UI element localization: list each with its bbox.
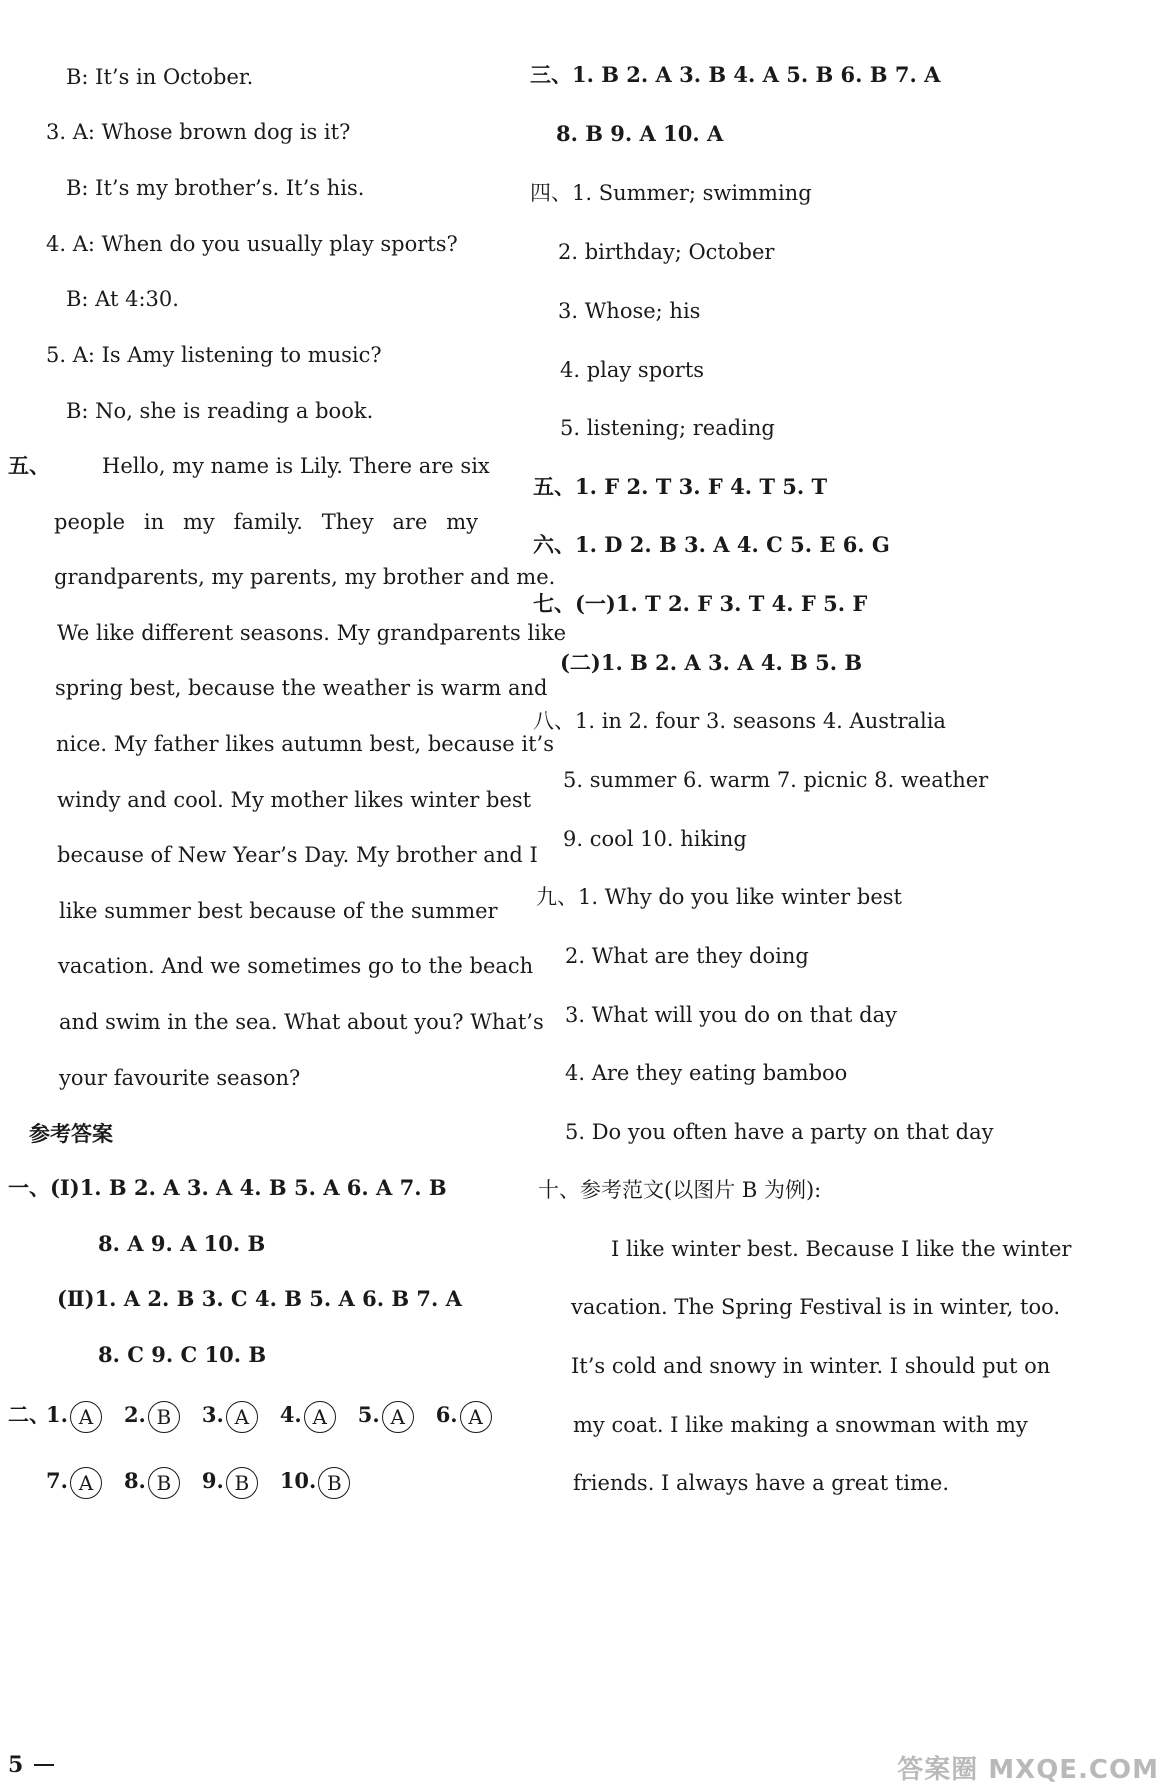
answer-row: (Ⅱ)1. A 2. B 3. C 4. B 5. A 6. B 7. A — [57, 1286, 462, 1311]
answer-row: 九、1. Why do you like winter best — [536, 885, 902, 909]
question-number: 10. — [279, 1468, 317, 1493]
circled-letter: A — [70, 1467, 102, 1499]
dialog-line: B: It’s in October. — [66, 65, 254, 89]
question-number: 9. — [201, 1468, 224, 1493]
answer-row: 4. play sports — [560, 358, 705, 382]
answer-row: 一、(Ⅰ)1. B 2. A 3. A 4. B 5. A 6. A 7. B — [8, 1175, 447, 1200]
circled-answer — [436, 1400, 492, 1433]
question-number: 3. — [201, 1402, 224, 1427]
passage-line: grandparents, my parents, my brother and me. — [54, 565, 556, 589]
question-number: 6. — [435, 1402, 458, 1427]
circled-letter: B — [148, 1467, 180, 1499]
question-number: 5. — [357, 1402, 380, 1427]
essay-line: vacation. The Spring Festival is in winter, too. — [571, 1295, 1061, 1319]
dialog-line: B: At 4:30. — [66, 287, 179, 311]
answer-row: 三、1. B 2. A 3. B 4. A 5. B 6. B 7. A — [530, 62, 941, 87]
answer-row: 5. summer 6. warm 7. picnic 8. weather — [563, 768, 989, 792]
answer-row: 8. C 9. C 10. B — [98, 1342, 267, 1367]
circled-answer — [280, 1466, 351, 1499]
circled-answer — [46, 1400, 102, 1433]
answer-row: 5. listening; reading — [560, 416, 775, 440]
passage-line: We like different seasons. My grandparents like — [57, 621, 567, 645]
question-number: 7. — [46, 1468, 68, 1493]
question-number: 4. — [279, 1402, 302, 1427]
circled-answer — [46, 1466, 102, 1499]
passage-line: your favourite season? — [59, 1066, 301, 1090]
circled-answer — [202, 1466, 258, 1499]
passage-line: spring best, because the weather is warm and — [55, 676, 548, 700]
essay-line: It’s cold and snowy in winter. I should put on — [571, 1354, 1051, 1378]
answers-title: 参考答案 — [29, 1122, 113, 1146]
essay-heading: 十、参考范文(以图片 B 为例): — [538, 1178, 822, 1202]
answer-row: 2. birthday; October — [558, 240, 775, 264]
question-number: 8. — [123, 1468, 146, 1493]
circled-answers-row — [46, 1466, 372, 1500]
circled-letter: A — [460, 1401, 492, 1433]
passage-line: people in my family. They are my — [54, 510, 478, 534]
circled-answer — [202, 1400, 258, 1433]
watermark-logo: 答案圈 MXQE.COM — [897, 1755, 1159, 1785]
dialog-line: 4. A: When do you usually play sports? — [46, 232, 458, 256]
passage-line: like summer best because of the summer — [59, 899, 498, 923]
circled-letter: A — [382, 1401, 414, 1433]
circled-letter: B — [226, 1467, 258, 1499]
circled-letter: B — [148, 1401, 180, 1433]
passage-line: and swim in the sea. What about you? What’s — [59, 1010, 544, 1034]
page-number: 5 — [8, 1752, 24, 1778]
essay-line: I like winter best. Because I like the winter — [611, 1237, 1072, 1261]
answer-row: 9. cool 10. hiking — [563, 827, 747, 851]
passage-line: because of New Year’s Day. My brother and I — [57, 843, 538, 867]
answer-row: 八、1. in 2. four 3. seasons 4. Australia — [533, 709, 946, 733]
dialog-line: B: It’s my brother’s. It’s his. — [66, 176, 365, 200]
circled-answer — [124, 1400, 180, 1433]
page-number-dash — [34, 1764, 54, 1766]
circled-answer — [358, 1400, 414, 1433]
answer-row: (二)1. B 2. A 3. A 4. B 5. B — [560, 650, 863, 675]
dialog-line: B: No, she is reading a book. — [66, 399, 374, 423]
passage-label: 五、 — [8, 454, 50, 478]
circled-letter: A — [304, 1401, 336, 1433]
passage-line: nice. My father likes autumn best, because it’s — [56, 732, 554, 756]
answer-row: 3. What will you do on that day — [565, 1003, 897, 1027]
circled-answer — [280, 1400, 336, 1433]
dialog-line: 3. A: Whose brown dog is it? — [46, 120, 351, 144]
question-number: 2. — [123, 1402, 146, 1427]
circled-letter: B — [318, 1467, 350, 1499]
question-number: 1. — [46, 1402, 68, 1427]
answer-row: 3. Whose; his — [558, 299, 701, 323]
circled-letter: A — [70, 1401, 102, 1433]
dialog-line: 5. A: Is Amy listening to music? — [46, 343, 382, 367]
passage-line: windy and cool. My mother likes winter best — [57, 788, 532, 812]
answer-row: 六、1. D 2. B 3. A 4. C 5. E 6. G — [533, 532, 890, 557]
passage-line: Hello, my name is Lily. There are six — [102, 454, 490, 478]
answer-row: 四、1. Summer; swimming — [530, 181, 812, 205]
essay-line: friends. I always have a great time. — [573, 1471, 949, 1495]
answer-row: 五、1. F 2. T 3. F 4. T 5. T — [533, 474, 828, 499]
answer-row: 8. A 9. A 10. B — [98, 1231, 266, 1256]
section2-label: 二、 — [8, 1403, 50, 1427]
essay-line: my coat. I like making a snowman with my — [573, 1413, 1028, 1437]
circled-letter: A — [226, 1401, 258, 1433]
answer-row: 4. Are they eating bamboo — [565, 1061, 848, 1085]
answer-row: 2. What are they doing — [565, 944, 809, 968]
circled-answers-row — [46, 1400, 514, 1434]
passage-line: vacation. And we sometimes go to the beach — [58, 954, 534, 978]
answer-row: 5. Do you often have a party on that day — [565, 1120, 994, 1144]
circled-answer — [124, 1466, 180, 1499]
answer-row: 8. B 9. A 10. A — [556, 121, 724, 146]
answer-row: 七、(一)1. T 2. F 3. T 4. F 5. F — [533, 591, 868, 616]
